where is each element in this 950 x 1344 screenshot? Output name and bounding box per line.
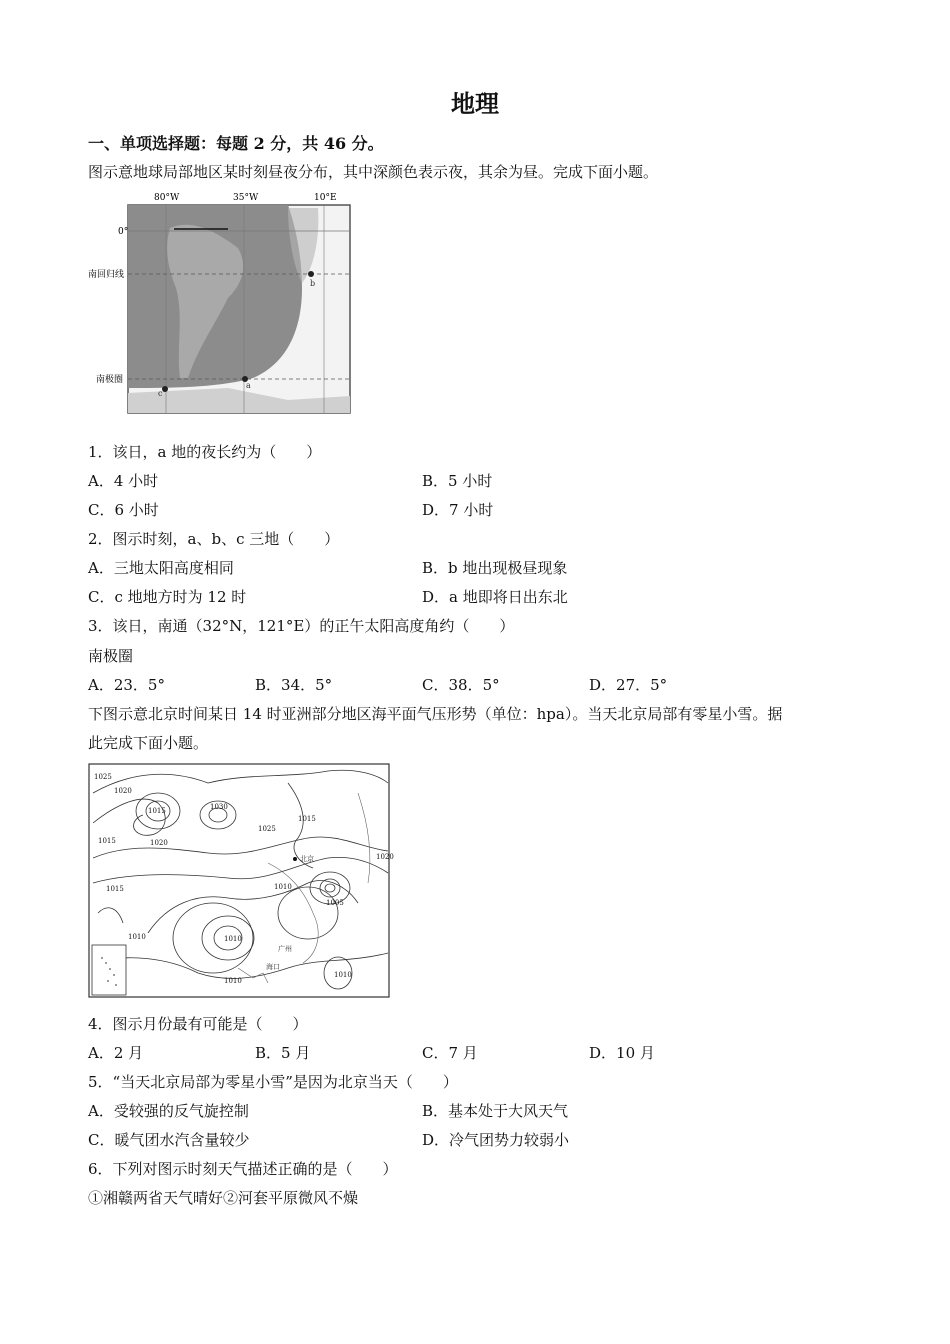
isobar-label: 1005	[326, 899, 344, 907]
q1-option-a: A．4 小时	[88, 472, 159, 490]
lat-label-equator: 0°	[118, 227, 129, 237]
isobar-label: 1020	[150, 839, 168, 847]
q1-option-d: D．7 小时	[422, 501, 494, 519]
page-title: 地理	[451, 89, 499, 118]
place-label-guangzhou: 广州	[278, 945, 292, 953]
q2-option-a: A．三地太阳高度相同	[88, 559, 234, 577]
q4-stem: 4．图示月份最有可能是（ ）	[88, 1015, 308, 1033]
day-night-map	[88, 188, 354, 416]
place-label-haikou: 海口	[266, 963, 280, 971]
lon-label-35w: 35°W	[233, 193, 259, 203]
intro-text-2-line-2: 此完成下面小题。	[88, 734, 209, 752]
q2-stem: 2．图示时刻，a、b、c 三地（ ）	[88, 530, 340, 548]
isobar-label: 1015	[148, 807, 166, 815]
q1-stem: 1．该日，a 地的夜长约为（ ）	[88, 443, 322, 461]
isobar-map	[88, 763, 394, 999]
isobar-label: 1015	[298, 815, 316, 823]
q4-option-c: C．7 月	[422, 1044, 478, 1062]
point-label-b: b	[310, 279, 316, 288]
lon-label-80w: 80°W	[154, 193, 180, 203]
q5-option-a: A．受较强的反气旋控制	[88, 1102, 249, 1120]
lon-label-10e: 10°E	[314, 193, 337, 203]
isobar-label: 1010	[274, 883, 292, 891]
q3-option-b: B．34．5°	[255, 676, 333, 694]
q3-option-d: D．27．5°	[589, 676, 668, 694]
q5-stem: 5．“当天北京局部为零星小雪”是因为北京当天（ ）	[88, 1073, 458, 1091]
isobar-label: 1030	[210, 803, 228, 811]
lat-label-tropic: 南回归线	[88, 270, 125, 280]
q5-option-b: B．基本处于大风天气	[422, 1102, 569, 1120]
q4-option-d: D．10 月	[589, 1044, 655, 1062]
q3-option-c: C．38．5°	[422, 676, 500, 694]
q3-stem: 3．该日，南通（32°N，121°E）的正午太阳高度角约（ ）	[88, 617, 515, 635]
point-b-marker	[308, 271, 314, 277]
q2-option-c: C．c 地地方时为 12 时	[88, 588, 247, 606]
isobar-label: 1025	[94, 773, 112, 781]
place-label-beijing: 北京	[300, 855, 314, 863]
q3-note: 南极圈	[88, 647, 134, 665]
isobar-label: 1015	[106, 885, 124, 893]
point-label-c: c	[158, 389, 163, 398]
q3-option-a: A．23．5°	[88, 676, 165, 694]
isobar-label: 1015	[98, 837, 116, 845]
intro-text-2-line-1: 下图示意北京时间某日 14 时亚洲部分地区海平面气压形势（单位：hpa）。当天北京局部有零星小雪。据	[88, 705, 783, 723]
q5-option-d: D．冷气团势力较弱小	[422, 1131, 570, 1149]
isobar-label: 1020	[376, 853, 394, 861]
isobar-label: 1010	[128, 933, 146, 941]
q4-option-a: A．2 月	[88, 1044, 144, 1062]
point-label-a: a	[246, 381, 251, 390]
q5-option-c: C．暖气团水汽含量较少	[88, 1131, 250, 1149]
intro-text-1: 图示意地球局部地区某时刻昼夜分布，其中深颜色表示夜，其余为昼。完成下面小题。	[88, 163, 659, 181]
point-c-marker	[162, 386, 168, 392]
lat-label-antarctic: 南极圈	[96, 375, 124, 385]
isobar-label: 1020	[114, 787, 132, 795]
q4-option-b: B．5 月	[255, 1044, 311, 1062]
isobar-label: 1025	[258, 825, 276, 833]
q6-statements: ①湘赣两省天气晴好②河套平原微风不燥	[88, 1189, 359, 1207]
q2-option-d: D．a 地即将日出东北	[422, 588, 568, 606]
isobar-label: 1010	[224, 935, 242, 943]
q1-option-b: B．5 小时	[422, 472, 493, 490]
section-heading: 一、单项选择题：每题 2 分，共 46 分。	[88, 134, 384, 153]
isobar-label: 1010	[224, 977, 242, 985]
q2-option-b: B．b 地出现极昼现象	[422, 559, 568, 577]
q6-stem: 6．下列对图示时刻天气描述正确的是（ ）	[88, 1160, 398, 1178]
isobar-label: 1010	[334, 971, 352, 979]
q1-option-c: C．6 小时	[88, 501, 159, 519]
